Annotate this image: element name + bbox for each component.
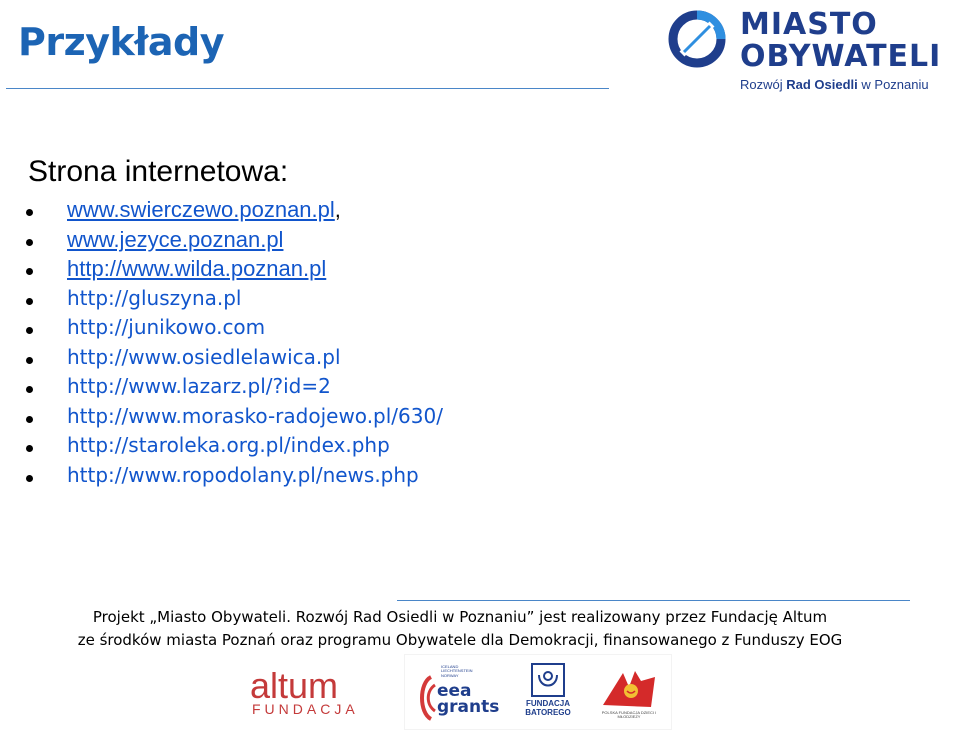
footer-text-line2: ze środków miasta Poznań oraz programu Obywatele dla Demokracji, finansowanego z Funduszy EOG (77, 631, 843, 649)
bullet-icon (26, 357, 33, 364)
batory-foundation-logo (523, 663, 573, 723)
logo-tag-pre: Rozwój (740, 77, 787, 92)
pafw-text: POLSKA FUNDACJA DZIECI I MŁODZIEŻY (601, 710, 657, 720)
eea-word2: grants (437, 697, 500, 718)
batory-text: FUNDACJA BATOREGO (525, 699, 571, 717)
bullet-icon (26, 268, 33, 275)
footer-text-line1: Projekt „Miasto Obywateli. Rozwój Rad Osiedli w Poznaniu” jest realizowany przez Fundację Altum (92, 608, 828, 626)
link-junikowo[interactable]: http://junikowo.com (67, 315, 266, 339)
logo-tag-bold: Rad Osiedli (786, 77, 858, 92)
eea-grants-logo (417, 663, 500, 723)
eea-swirl-icon (417, 673, 437, 723)
logo-tag-post: w Poznaniu (857, 77, 929, 92)
altum-foundation-logo (250, 665, 359, 720)
link-swierczewo[interactable] (67, 197, 341, 223)
title-divider (6, 88, 609, 89)
logo-word-miasto: MIASTO (740, 7, 878, 42)
link-suffix: , (334, 197, 341, 222)
bullet-icon (26, 298, 33, 305)
bullet-icon (26, 386, 33, 393)
link-staroleka[interactable]: http://staroleka.org.pl/index.php (67, 433, 390, 457)
link-ropodolany[interactable]: http://www.ropodolany.pl/news.php (67, 462, 419, 487)
bullet-icon (26, 209, 33, 216)
eea-countries: ICELAND LIECHTENSTEIN NORWAY (441, 664, 473, 678)
pafw-emblem-icon (601, 667, 657, 711)
altum-logo-word: altum (250, 665, 339, 706)
altum-logo-sub: FUNDACJA (252, 701, 359, 717)
bullet-icon (26, 239, 33, 246)
link-lazarz[interactable]: http://www.lazarz.pl/?id=2 (67, 374, 331, 398)
bullet-icon (26, 416, 33, 423)
logo-word-obywateli: OBYWATELI (740, 39, 942, 74)
link-morasko-radojewo[interactable]: http://www.morasko-radojewo.pl/630/ (67, 403, 443, 428)
link-jezyce[interactable]: www.jezyce.poznan.pl (67, 226, 284, 252)
eea-wordmark (437, 681, 500, 718)
section-heading: Strona internetowa: (28, 155, 289, 188)
batory-emblem-icon (531, 663, 565, 697)
eea-word1: eea (437, 681, 472, 701)
miasto-obywateli-logo (664, 4, 956, 96)
link-gluszyna[interactable]: http://gluszyna.pl (67, 285, 242, 310)
bullet-icon (26, 445, 33, 452)
bullet-icon (26, 475, 33, 482)
page-title: Przykłady (18, 20, 224, 64)
partner-logos (405, 655, 671, 729)
link-osiedlelawica[interactable]: http://www.osiedlelawica.pl (67, 344, 341, 369)
footer-divider (397, 600, 910, 601)
link-text: www.swierczewo.poznan.pl (67, 197, 335, 222)
pafw-logo (601, 667, 657, 722)
logo-emblem-icon (664, 6, 730, 72)
bullet-icon (26, 327, 33, 334)
link-wilda[interactable]: http://www.wilda.poznan.pl (67, 256, 327, 281)
logo-tagline (740, 77, 929, 92)
